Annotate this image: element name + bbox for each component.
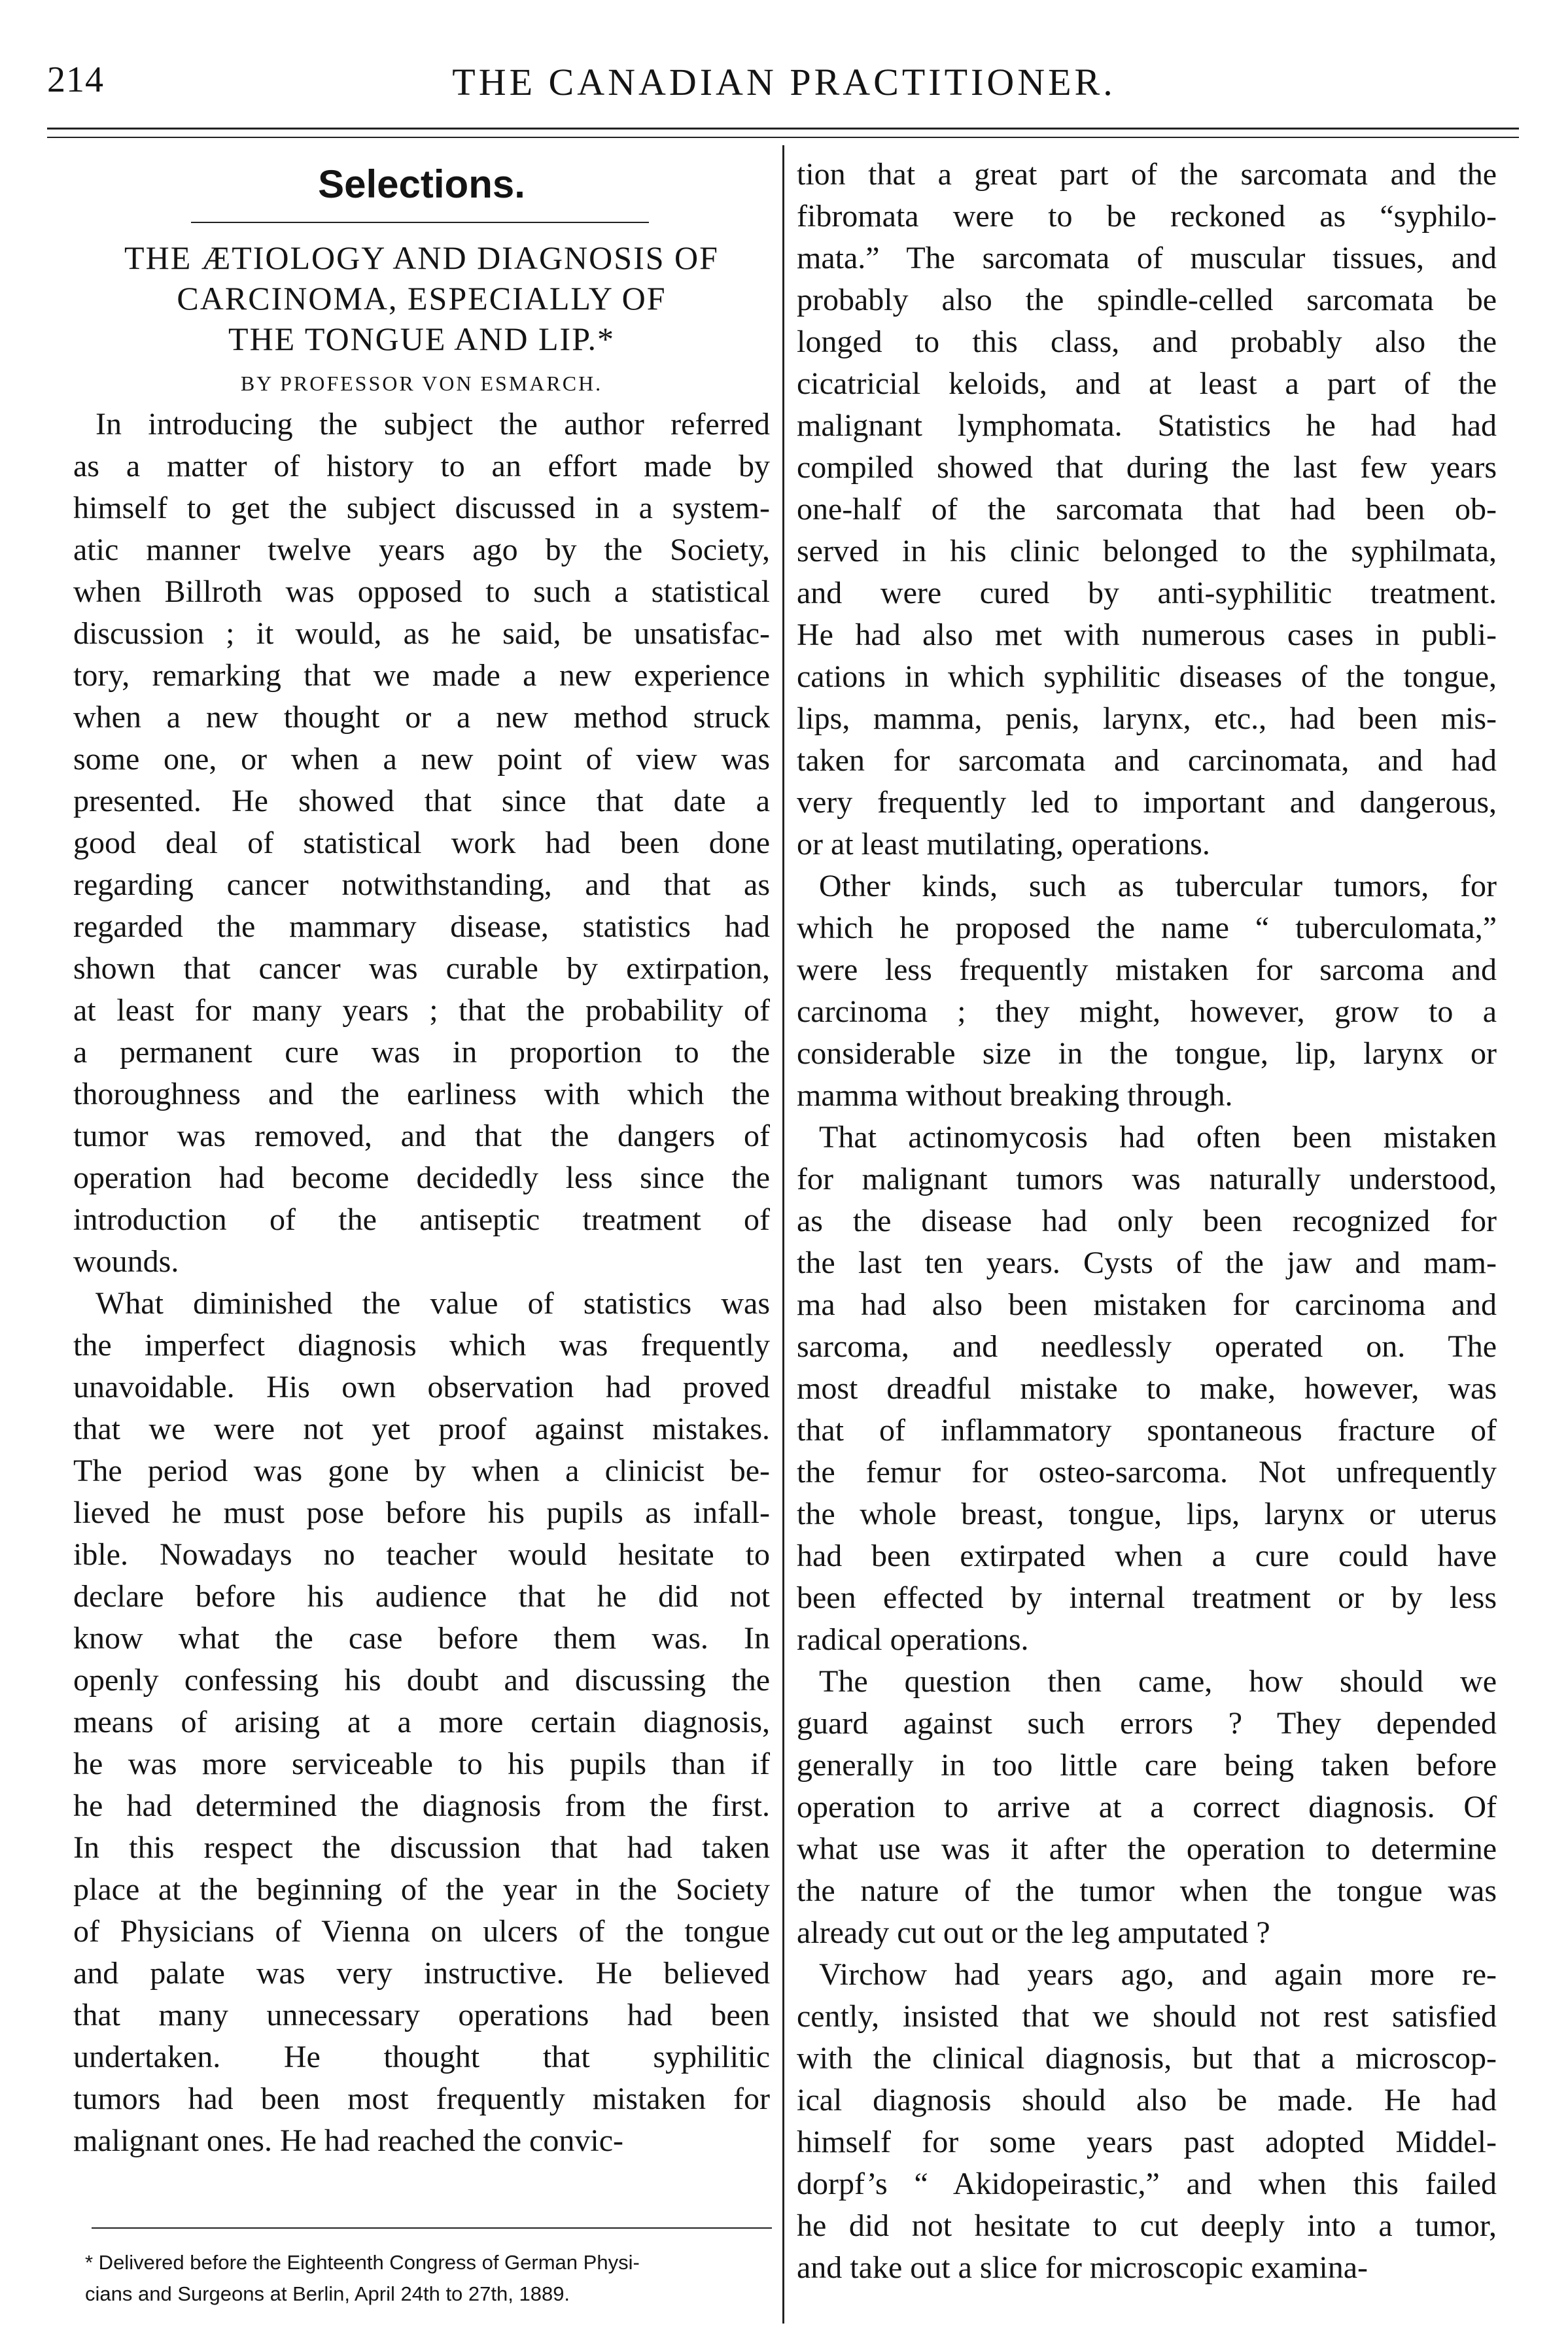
text-line: tory, remarking that we made a new experience [73,658,770,693]
header-rule-bottom [47,137,1519,138]
text-line: already cut out or the leg amputated ? [797,1915,1270,1950]
text-line: that many unnecessary operations had been [73,1998,770,2032]
footnote-line: cians and Surgeons at Berlin, April 24th to 27th, 1889. [85,2282,570,2305]
text-line: operation had become decidedly less since the [73,1160,770,1195]
text-line: which he proposed the name “ tuberculomata,” [797,911,1497,945]
text-line: or at least mutilating, operations. [797,827,1210,862]
text-line: Virchow had years ago, and again more re- [819,1957,1497,1992]
article-title [73,237,770,359]
text-line: and take out a slice for microscopic examina- [797,2250,1368,2285]
text-line: tumor was removed, and that the dangers of [73,1119,770,1153]
text-line: fibromata were to be reckoned as “syphilo- [797,199,1497,234]
text-line: longed to this class, and probably also the [797,324,1497,359]
text-line: for malignant tumors was naturally understood, [797,1162,1497,1196]
text-line: he was more serviceable to his pupils than if [73,1747,770,1781]
text-line: introduction of the antiseptic treatment of [73,1202,770,1237]
text-line: very frequently led to important and dangerous, [797,785,1497,820]
text-line: He had also met with numerous cases in publi- [797,618,1497,652]
text-line: that of inflammatory spontaneous fracture of [797,1413,1497,1448]
text-line: mamma without breaking through. [797,1078,1233,1113]
text-line: undertaken. He thought that syphilitic [73,2040,770,2074]
text-line: as the disease had only been recognized for [797,1204,1497,1238]
text-line: a permanent cure was in proportion to the [73,1035,770,1070]
text-line: radical operations. [797,1622,1029,1657]
text-line: generally in too little care being taken before [797,1748,1497,1783]
text-line: served in his clinic belonged to the syphilmata, [797,534,1497,568]
text-line: What diminished the value of statistics was [96,1286,770,1321]
text-line: guard against such errors ? They depended [797,1706,1497,1741]
text-line: ical diagnosis should also be made. He had [797,2083,1497,2117]
text-line: the whole breast, tongue, lips, larynx or uterus [797,1497,1497,1531]
left-body [73,404,770,2162]
text-line: one-half of the sarcomata that had been ob- [797,492,1497,527]
text-line: lieved he must pose before his pupils as infall- [73,1495,770,1530]
text-line: considerable size in the tongue, lip, larynx or [797,1036,1497,1071]
page-number: 214 [47,60,104,100]
text-line: and palate was very instructive. He believed [73,1956,770,1991]
text-line: presented. He showed that since that date a [73,784,770,818]
text-line: of Physicians of Vienna on ulcers of the tongue [73,1914,770,1949]
text-line: atic manner twelve years ago by the Society, [73,532,770,567]
text-line: know what the case before them was. In [73,1621,770,1656]
text-line: openly confessing his doubt and discussing the [73,1663,770,1698]
text-line: the imperfect diagnosis which was frequently [73,1328,770,1363]
text-line: means of arising at a more certain diagnosis, [73,1705,770,1739]
text-line: were less frequently mistaken for sarcoma and [797,952,1497,987]
text-line: been effected by internal treatment or by less [797,1580,1497,1615]
text-line: cicatricial keloids, and at least a part of the [797,366,1497,401]
text-line: he had determined the diagnosis from the first. [73,1788,770,1823]
text-line: ible. Nowadays no teacher would hesitate to [73,1537,770,1572]
text-line: taken for sarcomata and carcinomata, and had [797,743,1497,778]
running-head: THE CANADIAN PRACTITIONER. [452,61,1116,103]
text-line: wounds. [73,1244,179,1279]
text-line: the nature of the tumor when the tongue was [797,1873,1497,1908]
text-line: regarded the mammary disease, statistics had [73,909,770,944]
text-line: what use was it after the operation to determine [797,1832,1497,1866]
right-column [797,154,1497,2289]
section-heading: Selections. [318,162,525,206]
text-line: unavoidable. His own observation had proved [73,1370,770,1404]
text-line: regarding cancer notwithstanding, and that as [73,867,770,902]
title-line: CARCINOMA, ESPECIALLY OF [177,280,667,317]
text-line: himself for some years past adopted Middel- [797,2125,1497,2159]
text-line: dorpf’s “ Akidopeirastic,” and when this failed [797,2167,1497,2201]
text-line: tumors had been most frequently mistaken for [73,2081,770,2116]
text-line: discussion ; it would, as he said, be unsatisfac- [73,616,770,651]
text-line: shown that cancer was curable by extirpation, [73,951,770,986]
footnote [85,2247,765,2310]
text-line: declare before his audience that he did not [73,1579,770,1614]
text-line: at least for many years ; that the probability of [73,993,770,1028]
text-line: ma had also been mistaken for carcinoma and [797,1287,1497,1322]
header-rule-top [47,128,1519,130]
text-line: had been extirpated when a cure could have [797,1539,1497,1573]
title-line: THE ÆTIOLOGY AND DIAGNOSIS OF [124,239,719,276]
text-line: sarcoma, and needlessly operated on. The [797,1329,1497,1364]
footnote-rule [92,2227,772,2229]
text-line: lips, mamma, penis, larynx, etc., had been mis- [797,701,1497,736]
text-line: and were cured by anti-syphilitic treatment. [797,576,1497,610]
text-line: That actinomycosis had often been mistaken [819,1120,1497,1155]
text-line: probably also the spindle-celled sarcomata be [797,283,1497,317]
text-line: malignant lymphomata. Statistics he had had [797,408,1497,443]
text-line: The period was gone by when a clinicist be- [73,1454,770,1488]
text-line: as a matter of history to an effort made by [73,449,770,483]
text-line: thoroughness and the earliness with which the [73,1077,770,1111]
text-line: when a new thought or a new method struck [73,700,770,735]
text-line: the femur for osteo-sarcoma. Not unfrequently [797,1455,1497,1489]
text-line: compiled showed that during the last few years [797,450,1497,485]
title-line: THE TONGUE AND LIP.* [228,321,615,357]
text-line: himself to get the subject discussed in a system- [73,491,770,525]
left-column [73,154,770,2162]
text-line: good deal of statistical work had been done [73,826,770,860]
text-line: the last ten years. Cysts of the jaw and mam- [797,1245,1497,1280]
text-line: most dreadful mistake to make, however, was [797,1371,1497,1406]
text-line: Other kinds, such as tubercular tumors, for [819,869,1497,903]
text-line: mata.” The sarcomata of muscular tissues, and [797,241,1497,275]
column-divider [782,145,784,2324]
text-line: malignant ones. He had reached the convic- [73,2123,623,2158]
text-line: In introducing the subject the author referred [96,407,770,442]
text-line: carcinoma ; they might, however, grow to a [797,994,1497,1029]
right-body [797,154,1497,2289]
text-line: operation to arrive at a correct diagnosis. Of [797,1790,1497,1824]
text-line: tion that a great part of the sarcomata and the [797,157,1497,192]
text-line: he did not hesitate to cut deeply into a tumor, [797,2208,1497,2243]
text-line: some one, or when a new point of view was [73,742,770,776]
byline: BY PROFESSOR VON ESMARCH. [240,372,603,395]
text-line: In this respect the discussion that had taken [73,1830,770,1865]
footnote-line: * Delivered before the Eighteenth Congress of German Physi- [85,2251,640,2274]
text-line: with the clinical diagnosis, but that a microscop- [797,2041,1497,2076]
text-line: when Billroth was opposed to such a statistical [73,574,770,609]
text-line: cations in which syphilitic diseases of the tongue, [797,659,1497,694]
text-line: The question then came, how should we [819,1664,1497,1699]
text-line: cently, insisted that we should not rest satisfied [797,1999,1497,2034]
heading-rule [191,222,649,223]
text-line: that we were not yet proof against mistakes. [73,1412,770,1446]
text-line: place at the beginning of the year in the Society [73,1872,770,1907]
